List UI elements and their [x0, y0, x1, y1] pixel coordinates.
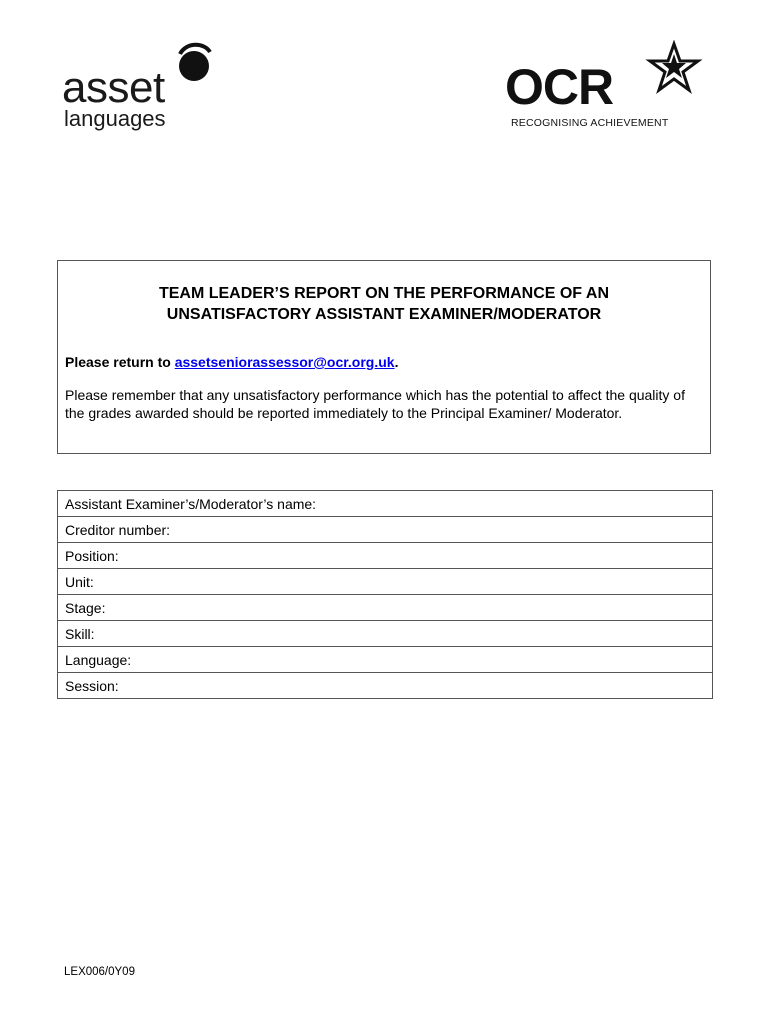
report-title [58, 283, 710, 325]
field-stage[interactable]: Stage: [58, 595, 713, 621]
table-row [58, 543, 713, 569]
reporting-notice: Please remember that any unsatisfactory performance which has the potential to affect the quality of the grades awarded should be reported immediately to the Principal Examiner/ Moderator. [65, 387, 685, 421]
report-title-line-1: TEAM LEADER’S REPORT ON THE PERFORMANCE OF AN [158, 285, 610, 302]
examiner-details-table [57, 490, 713, 699]
table-row [58, 595, 713, 621]
return-email-link[interactable]: assetseniorassessor@ocr.org.uk [174, 354, 395, 370]
asset-logo-subword: languages [64, 106, 166, 131]
report-title-line-2: UNSATISFACTORY ASSISTANT EXAMINER/MODERATOR [166, 306, 602, 323]
table-row [58, 621, 713, 647]
ocr-tagline: RECOGNISING ACHIEVEMENT [511, 117, 669, 129]
asset-logo-word: asset [62, 63, 165, 112]
form-reference-code: LEX006/0Y09 [64, 966, 135, 978]
return-instruction [65, 354, 398, 370]
ocr-logo [505, 40, 705, 140]
table-row [58, 517, 713, 543]
field-position[interactable]: Position: [58, 543, 713, 569]
report-header-box [57, 260, 711, 454]
table-row [58, 569, 713, 595]
return-prefix: Please return to [65, 354, 175, 370]
table-row [58, 673, 713, 699]
table-row [58, 647, 713, 673]
ocr-logo-word: OCR [505, 59, 614, 115]
asset-languages-logo [62, 40, 222, 135]
field-examiner-name[interactable]: Assistant Examiner’s/Moderator’s name: [58, 491, 713, 517]
ocr-star-icon [645, 40, 703, 98]
field-creditor-number[interactable]: Creditor number: [58, 517, 713, 543]
table-row [58, 491, 713, 517]
asset-logo-mark-icon [170, 40, 214, 84]
field-session[interactable]: Session: [58, 673, 713, 699]
field-skill[interactable]: Skill: [58, 621, 713, 647]
return-suffix: . [394, 354, 399, 370]
field-language[interactable]: Language: [58, 647, 713, 673]
field-unit[interactable]: Unit: [58, 569, 713, 595]
